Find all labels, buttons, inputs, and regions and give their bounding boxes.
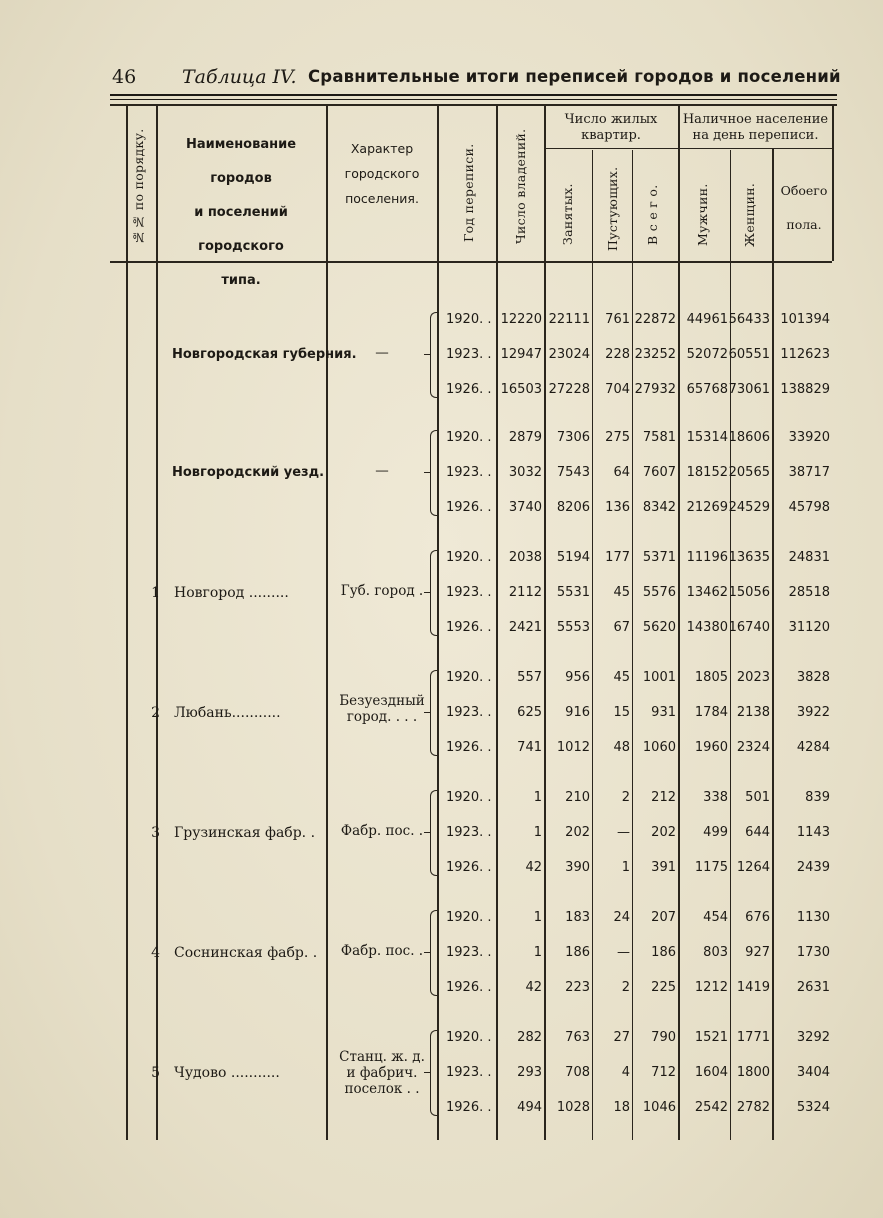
cell-occupied: 22111 <box>548 312 590 327</box>
cell-occupied: 23024 <box>548 347 590 362</box>
cell-total: 225 <box>651 980 676 995</box>
cell-empty: 45 <box>613 585 630 600</box>
settlement-character-line: Безуездный <box>339 693 425 709</box>
cell-owners: 2879 <box>508 430 542 445</box>
cell-owners: 293 <box>517 1065 542 1080</box>
cell-both: 1130 <box>796 910 830 925</box>
row-number <box>140 345 160 365</box>
col-header-owners: Число владений. <box>513 128 528 245</box>
page-header <box>112 66 842 96</box>
census-year: 1926. . <box>446 500 492 515</box>
cell-occupied: 27228 <box>548 382 590 397</box>
cell-empty: 761 <box>605 312 630 327</box>
cell-total: 207 <box>651 910 676 925</box>
cell-total: 186 <box>651 945 676 960</box>
col-header-character <box>327 136 437 211</box>
settlement-name: Новгород ......... <box>174 585 289 601</box>
apartments-group-rule <box>544 148 678 149</box>
settlement-character-line: Станц. ж. д. <box>339 1049 425 1065</box>
settlement-character <box>330 823 434 839</box>
cell-total: 712 <box>651 1065 676 1080</box>
header-bottom-rule <box>110 261 832 263</box>
cell-owners: 557 <box>517 670 542 685</box>
grouping-brace-tip <box>424 592 430 593</box>
cell-men: 1175 <box>694 860 728 875</box>
settlement-character <box>330 693 434 725</box>
cell-both: 112623 <box>780 347 830 362</box>
table-label: Таблица IV. <box>182 66 297 88</box>
cell-women: 927 <box>745 945 770 960</box>
cell-total: 391 <box>651 860 676 875</box>
cell-women: 676 <box>745 910 770 925</box>
row-number: 4 <box>151 945 160 961</box>
cell-men: 1960 <box>694 740 728 755</box>
cell-empty: 1 <box>621 860 630 875</box>
cell-occupied: 763 <box>565 1030 590 1045</box>
cell-occupied: 8206 <box>556 500 590 515</box>
cell-women: 16740 <box>728 620 770 635</box>
cell-owners: 2421 <box>508 620 542 635</box>
cell-both: 45798 <box>788 500 830 515</box>
cell-men: 803 <box>703 945 728 960</box>
column-divider <box>832 104 834 261</box>
col-header-population-group <box>678 112 833 144</box>
col-header-year: Год переписи. <box>461 143 476 242</box>
census-year: 1920. . <box>446 430 492 445</box>
settlement-character-line: и фабрич. <box>346 1065 418 1081</box>
cell-empty: 136 <box>605 500 630 515</box>
cell-both: 31120 <box>788 620 830 635</box>
row-number: 2 <box>151 705 160 721</box>
cell-men: 21269 <box>686 500 728 515</box>
cell-empty: 27 <box>613 1030 630 1045</box>
cell-both: 1143 <box>796 825 830 840</box>
cell-owners: 3740 <box>508 500 542 515</box>
col-header-both-line1: Обоего <box>780 183 828 198</box>
cell-both: 1730 <box>796 945 830 960</box>
cell-owners: 2112 <box>508 585 542 600</box>
cell-occupied: 5553 <box>556 620 590 635</box>
census-year: 1923. . <box>446 347 492 362</box>
cell-owners: 2038 <box>508 550 542 565</box>
cell-both: 2439 <box>796 860 830 875</box>
cell-empty: 24 <box>613 910 630 925</box>
col-header-name <box>157 128 325 298</box>
cell-owners: 16503 <box>500 382 542 397</box>
cell-owners: 1 <box>533 945 542 960</box>
census-year: 1923. . <box>446 585 492 600</box>
cell-men: 13462 <box>686 585 728 600</box>
row-number: 5 <box>151 1065 160 1081</box>
grouping-brace-tip <box>424 472 430 473</box>
cell-women: 1264 <box>736 860 770 875</box>
cell-both: 28518 <box>788 585 830 600</box>
census-year: 1923. . <box>446 825 492 840</box>
cell-total: 1046 <box>642 1100 676 1115</box>
cell-empty: 18 <box>613 1100 630 1115</box>
cell-both: 24831 <box>788 550 830 565</box>
cell-women: 2023 <box>736 670 770 685</box>
cell-owners: 282 <box>517 1030 542 1045</box>
col-header-both-sexes <box>776 174 832 242</box>
cell-both: 3828 <box>796 670 830 685</box>
row-number: 3 <box>151 825 160 841</box>
census-year: 1926. . <box>446 980 492 995</box>
cell-empty: 177 <box>605 550 630 565</box>
cell-empty: 64 <box>613 465 630 480</box>
col-header-character-line3: поселения. <box>345 191 419 206</box>
cell-men: 65768 <box>686 382 728 397</box>
cell-occupied: 186 <box>565 945 590 960</box>
row-number <box>140 463 160 483</box>
cell-owners: 1 <box>533 790 542 805</box>
cell-occupied: 7543 <box>556 465 590 480</box>
cell-total: 790 <box>651 1030 676 1045</box>
census-year: 1923. . <box>446 705 492 720</box>
cell-total: 5620 <box>642 620 676 635</box>
census-year: 1926. . <box>446 1100 492 1115</box>
census-year: 1920. . <box>446 1030 492 1045</box>
census-year: 1920. . <box>446 550 492 565</box>
cell-men: 15314 <box>686 430 728 445</box>
cell-empty: — <box>617 945 630 960</box>
cell-empty: 15 <box>613 705 630 720</box>
cell-total: 202 <box>651 825 676 840</box>
cell-owners: 12220 <box>500 312 542 327</box>
grouping-brace <box>430 430 439 516</box>
cell-women: 2324 <box>736 740 770 755</box>
grouping-brace <box>430 550 439 636</box>
cell-owners: 42 <box>525 860 542 875</box>
cell-empty: 2 <box>621 980 630 995</box>
settlement-character <box>330 1049 434 1097</box>
cell-occupied: 5531 <box>556 585 590 600</box>
cell-total: 7581 <box>642 430 676 445</box>
cell-occupied: 1028 <box>556 1100 590 1115</box>
settlement-character <box>330 345 434 361</box>
cell-both: 101394 <box>780 312 830 327</box>
cell-men: 18152 <box>686 465 728 480</box>
cell-both: 4284 <box>796 740 830 755</box>
cell-men: 14380 <box>686 620 728 635</box>
cell-women: 13635 <box>728 550 770 565</box>
cell-both: 5324 <box>796 1100 830 1115</box>
cell-men: 1604 <box>694 1065 728 1080</box>
cell-occupied: 223 <box>565 980 590 995</box>
grouping-brace-tip <box>424 832 430 833</box>
settlement-character-line: поселок . . <box>344 1081 420 1097</box>
col-header-character-line1: Характер <box>350 141 414 156</box>
cell-total: 8342 <box>642 500 676 515</box>
col-header-women: Женщин. <box>742 182 757 247</box>
census-year: 1920. . <box>446 910 492 925</box>
census-year: 1926. . <box>446 620 492 635</box>
settlement-character <box>330 583 434 599</box>
cell-men: 1805 <box>694 670 728 685</box>
col-header-number: №№ по порядку. <box>131 128 146 246</box>
cell-empty: 275 <box>605 430 630 445</box>
cell-total: 5371 <box>642 550 676 565</box>
cell-empty: 48 <box>613 740 630 755</box>
cell-women: 20565 <box>728 465 770 480</box>
grouping-brace <box>430 790 439 876</box>
cell-occupied: 1012 <box>556 740 590 755</box>
cell-women: 24529 <box>728 500 770 515</box>
table-top-rule <box>110 104 837 106</box>
cell-men: 2542 <box>694 1100 728 1115</box>
settlement-character <box>330 943 434 959</box>
grouping-brace <box>430 1030 439 1116</box>
cell-both: 38717 <box>788 465 830 480</box>
settlement-character <box>330 463 434 479</box>
col-header-men: Мужчин. <box>695 183 710 246</box>
cell-occupied: 916 <box>565 705 590 720</box>
grouping-brace <box>430 312 439 398</box>
cell-occupied: 202 <box>565 825 590 840</box>
row-number: 1 <box>151 585 160 601</box>
cell-both: 3292 <box>796 1030 830 1045</box>
col-header-both-line2: пола. <box>786 217 822 232</box>
settlement-name: Чудово ........... <box>174 1065 280 1081</box>
census-year: 1920. . <box>446 670 492 685</box>
cell-men: 1521 <box>694 1030 728 1045</box>
cell-empty: 2 <box>621 790 630 805</box>
census-year: 1920. . <box>446 790 492 805</box>
cell-occupied: 956 <box>565 670 590 685</box>
cell-women: 56433 <box>728 312 770 327</box>
column-divider <box>156 104 158 1140</box>
cell-men: 1784 <box>694 705 728 720</box>
census-year: 1926. . <box>446 740 492 755</box>
settlement-character-line: Фабр. пос. . <box>340 943 424 959</box>
cell-owners: 494 <box>517 1100 542 1115</box>
grouping-brace-tip <box>424 1072 430 1073</box>
cell-owners: 625 <box>517 705 542 720</box>
settlement-character-line: Фабр. пос. . <box>340 823 424 839</box>
cell-owners: 12947 <box>500 347 542 362</box>
cell-total: 5576 <box>642 585 676 600</box>
cell-total: 27932 <box>634 382 676 397</box>
cell-women: 501 <box>745 790 770 805</box>
census-year: 1920. . <box>446 312 492 327</box>
cell-owners: 3032 <box>508 465 542 480</box>
cell-owners: 1 <box>533 825 542 840</box>
cell-total: 212 <box>651 790 676 805</box>
grouping-brace-tip <box>424 354 430 355</box>
col-header-apartments-line1: Число жилых <box>564 112 658 127</box>
cell-women: 15056 <box>728 585 770 600</box>
cell-occupied: 5194 <box>556 550 590 565</box>
col-header-empty: Пустующих. <box>605 166 620 251</box>
cell-empty: 228 <box>605 347 630 362</box>
col-header-occupied: Занятых. <box>560 183 575 246</box>
census-year: 1923. . <box>446 1065 492 1080</box>
cell-empty: 45 <box>613 670 630 685</box>
col-header-character-line2: городского <box>344 166 420 181</box>
cell-occupied: 390 <box>565 860 590 875</box>
col-header-apartments-group <box>546 112 676 144</box>
settlement-name: Новгородская губерния. <box>172 347 357 362</box>
cell-women: 1419 <box>736 980 770 995</box>
grouping-brace <box>430 910 439 996</box>
cell-both: 2631 <box>796 980 830 995</box>
cell-women: 2138 <box>736 705 770 720</box>
col-header-apartments-line2: квартир. <box>581 128 641 143</box>
cell-men: 499 <box>703 825 728 840</box>
cell-occupied: 210 <box>565 790 590 805</box>
cell-both: 33920 <box>788 430 830 445</box>
table-title: Сравнительные итоги переписей городов и поселений <box>308 67 841 86</box>
cell-women: 60551 <box>728 347 770 362</box>
cell-women: 644 <box>745 825 770 840</box>
cell-total: 1001 <box>642 670 676 685</box>
cell-both: 3404 <box>796 1065 830 1080</box>
grouping-brace-tip <box>424 712 430 713</box>
cell-men: 52072 <box>686 347 728 362</box>
cell-empty: 4 <box>621 1065 630 1080</box>
cell-men: 454 <box>703 910 728 925</box>
cell-men: 11196 <box>686 550 728 565</box>
cell-both: 839 <box>805 790 830 805</box>
census-year: 1923. . <box>446 945 492 960</box>
cell-total: 23252 <box>634 347 676 362</box>
header-rule-thick <box>110 94 837 96</box>
cell-empty: 67 <box>613 620 630 635</box>
cell-both: 3922 <box>796 705 830 720</box>
cell-occupied: 708 <box>565 1065 590 1080</box>
cell-empty: — <box>617 825 630 840</box>
cell-women: 18606 <box>728 430 770 445</box>
settlement-character-line: Губ. город . <box>340 583 424 599</box>
settlement-character-line: — <box>375 463 389 479</box>
cell-total: 1060 <box>642 740 676 755</box>
cell-both: 138829 <box>780 382 830 397</box>
cell-women: 1800 <box>736 1065 770 1080</box>
census-year: 1926. . <box>446 382 492 397</box>
cell-women: 1771 <box>736 1030 770 1045</box>
settlement-name: Грузинская фабр. . <box>174 825 316 841</box>
cell-men: 1212 <box>694 980 728 995</box>
cell-men: 44961 <box>686 312 728 327</box>
col-header-total-apartments: В с е г о. <box>645 184 660 245</box>
header-rule-thin <box>110 99 837 100</box>
settlement-name: Новгородский уезд. <box>172 465 325 480</box>
settlement-name: Любань........... <box>174 705 281 721</box>
cell-total: 22872 <box>634 312 676 327</box>
col-header-population-line2: на день переписи. <box>692 128 819 143</box>
cell-empty: 704 <box>605 382 630 397</box>
cell-total: 7607 <box>642 465 676 480</box>
col-header-name-line3: типа. <box>221 273 261 288</box>
cell-total: 931 <box>651 705 676 720</box>
census-year: 1926. . <box>446 860 492 875</box>
page-number: 46 <box>112 66 137 88</box>
column-divider <box>326 104 328 1140</box>
cell-men: 338 <box>703 790 728 805</box>
cell-women: 2782 <box>736 1100 770 1115</box>
grouping-brace <box>430 670 439 756</box>
settlement-name: Соснинская фабр. . <box>174 945 318 961</box>
col-header-name-line1: Наименование городов <box>185 137 297 186</box>
col-header-population-line1: Наличное население <box>682 112 829 127</box>
col-header-name-line2: и поселений городского <box>194 205 288 254</box>
population-group-rule <box>678 148 832 149</box>
settlement-character-line: — <box>375 345 389 361</box>
census-year: 1923. . <box>446 465 492 480</box>
cell-owners: 42 <box>525 980 542 995</box>
cell-owners: 741 <box>517 740 542 755</box>
column-divider <box>126 104 128 1140</box>
cell-occupied: 7306 <box>556 430 590 445</box>
cell-owners: 1 <box>533 910 542 925</box>
cell-women: 73061 <box>728 382 770 397</box>
cell-occupied: 183 <box>565 910 590 925</box>
settlement-character-line: город. . . . <box>346 709 418 725</box>
grouping-brace-tip <box>424 952 430 953</box>
